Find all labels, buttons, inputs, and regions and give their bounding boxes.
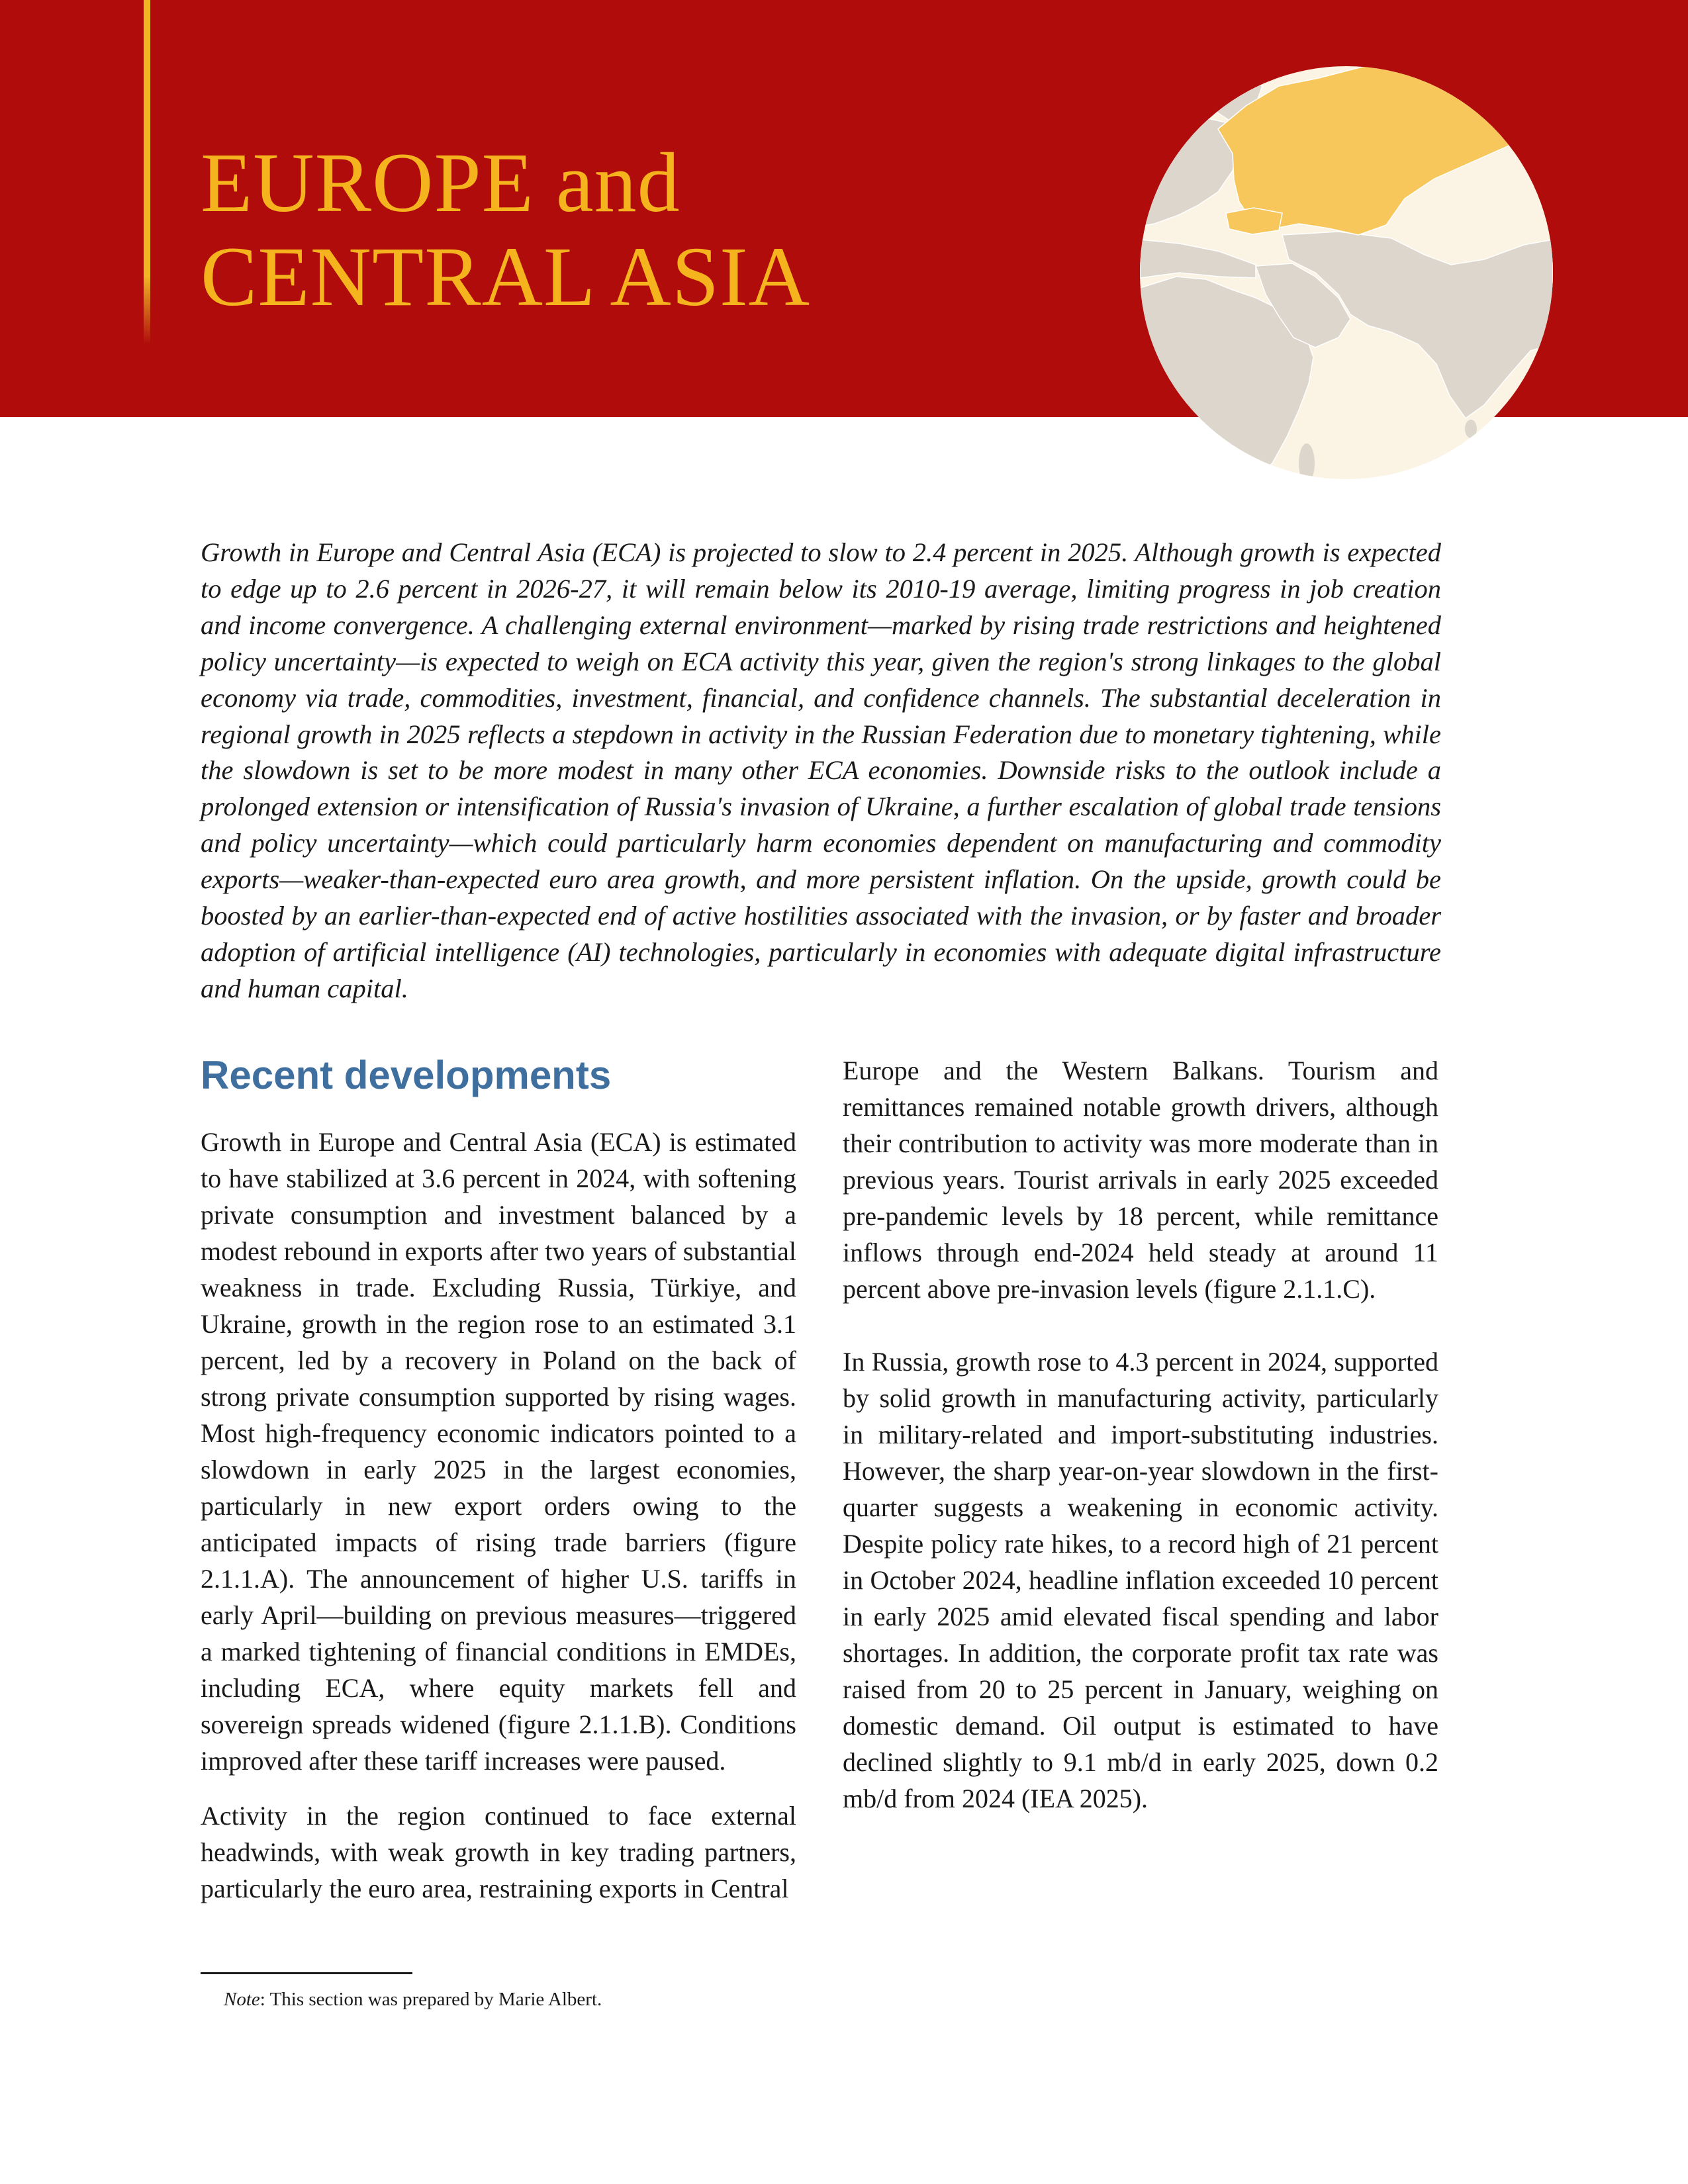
page-title (201, 136, 810, 324)
sri-lanka-landmass (1465, 420, 1477, 438)
footnote-rule (201, 1972, 412, 1974)
paragraph-external-headwinds-continued: Europe and the Western Balkans. Tourism and remittances remained notable growth drivers, although their contribution to activity was more moderate than in previous years. Tourist arrivals in early 2025 exceeded pre-pandemic levels by 18 percent, while remittance inflows through end-2024 held steady at around 11 percent above pre-invasion levels (figure 2.1.1.C). (843, 1056, 1438, 1304)
footnote-label: Note (224, 1989, 260, 2010)
footnote-text: : This section was prepared by Marie Albert. (259, 1989, 602, 2010)
footnote (224, 1987, 602, 2011)
paragraph-external-headwinds: Activity in the region continued to face external headwinds, with weak growth in key trading partners, particularly the euro area, restraining exports in Central (201, 1801, 796, 1903)
paragraph-growth: Growth in Europe and Central Asia (ECA) is estimated to have stabilized at 3.6 percent in 2024, with softening private consumption and investment balanced by a modest rebound in exports after two years of substantial weakness in trade. Excluding Russia, Türkiye, and Ukraine, growth in the region rose to an estimated 3.1 percent, led by a recovery in Poland on the back of strong private consumption supported by rising wages. Most high-frequency economic indicators pointed to a slowdown in early 2025 in the largest economies, particularly in new export orders owing to the anticipated impacts of rising trade barriers (figure 2.1.1.A). The announcement of higher U.S. tariffs in early April—building on previous measures—triggered a marked tightening of financial conditions in EMDEs, including ECA, where equity markets fell and sovereign spreads widened (figure 2.1.1.B). Conditions improved after these tariff increases were paused. (201, 1127, 796, 1776)
paragraph-russia: In Russia, growth rose to 4.3 percent in 2024, supported by solid growth in manufacturing activity, particularly in military-related and import-substituting industries. However, the sharp year-on-year slowdown in the first-quarter suggests a weakening in economic activity. Despite policy rate hikes, to a record high of 21 percent in October 2024, headline inflation exceeded 10 percent in early 2025 amid elevated fiscal spending and labor shortages. In addition, the corporate profit tax rate was raised from 20 to 25 percent in January, weighing on domestic demand. Oil output is estimated to have declined slightly to 9.1 mb/d in early 2025, down 0.2 mb/d from 2024 (IEA 2025). (843, 1347, 1438, 1813)
left-column (201, 1052, 796, 1907)
globe-map-icon (1140, 66, 1553, 479)
title-line-2: CENTRAL ASIA (201, 230, 811, 324)
title-line-1: EUROPE and (201, 136, 680, 230)
gold-accent-rule (144, 0, 150, 344)
turkiye-highlight (1226, 208, 1282, 234)
right-column (843, 1052, 1438, 1817)
intro-summary: Growth in Europe and Central Asia (ECA) is projected to slow to 2.4 percent in 2025. Although growth is expected to edge up to 2.6 percent in 2026-27, it will remain below its 2010-19 average, limiting progress in job creation and income convergence. A challenging external environment—marked by rising trade restrictions and heightened policy uncertainty—is expected to weigh on ECA activity this year, given the region's strong linkages to the global economy via trade, commodities, investment, financial, and confidence channels. The substantial deceleration in regional growth in 2025 reflects a stepdown in activity in the Russian Federation due to monetary tightening, while the slowdown is set to be more modest in many other ECA economies. Downside risks to the outlook include a prolonged extension or intensification of Russia's invasion of Ukraine, a further escalation of global trade tensions and policy uncertainty—which could particularly harm economies dependent on manufacturing and commodity exports—weaker-than-expected euro area growth, and more persistent inflation. On the upside, growth could be boosted by an earlier-than-expected end of active hostilities associated with the invasion, or by faster and broader adoption of artificial intelligence (AI) technologies, particularly in economies with adequate digital infrastructure and human capital. (201, 537, 1441, 1003)
section-heading: Recent developments (201, 1053, 612, 1097)
